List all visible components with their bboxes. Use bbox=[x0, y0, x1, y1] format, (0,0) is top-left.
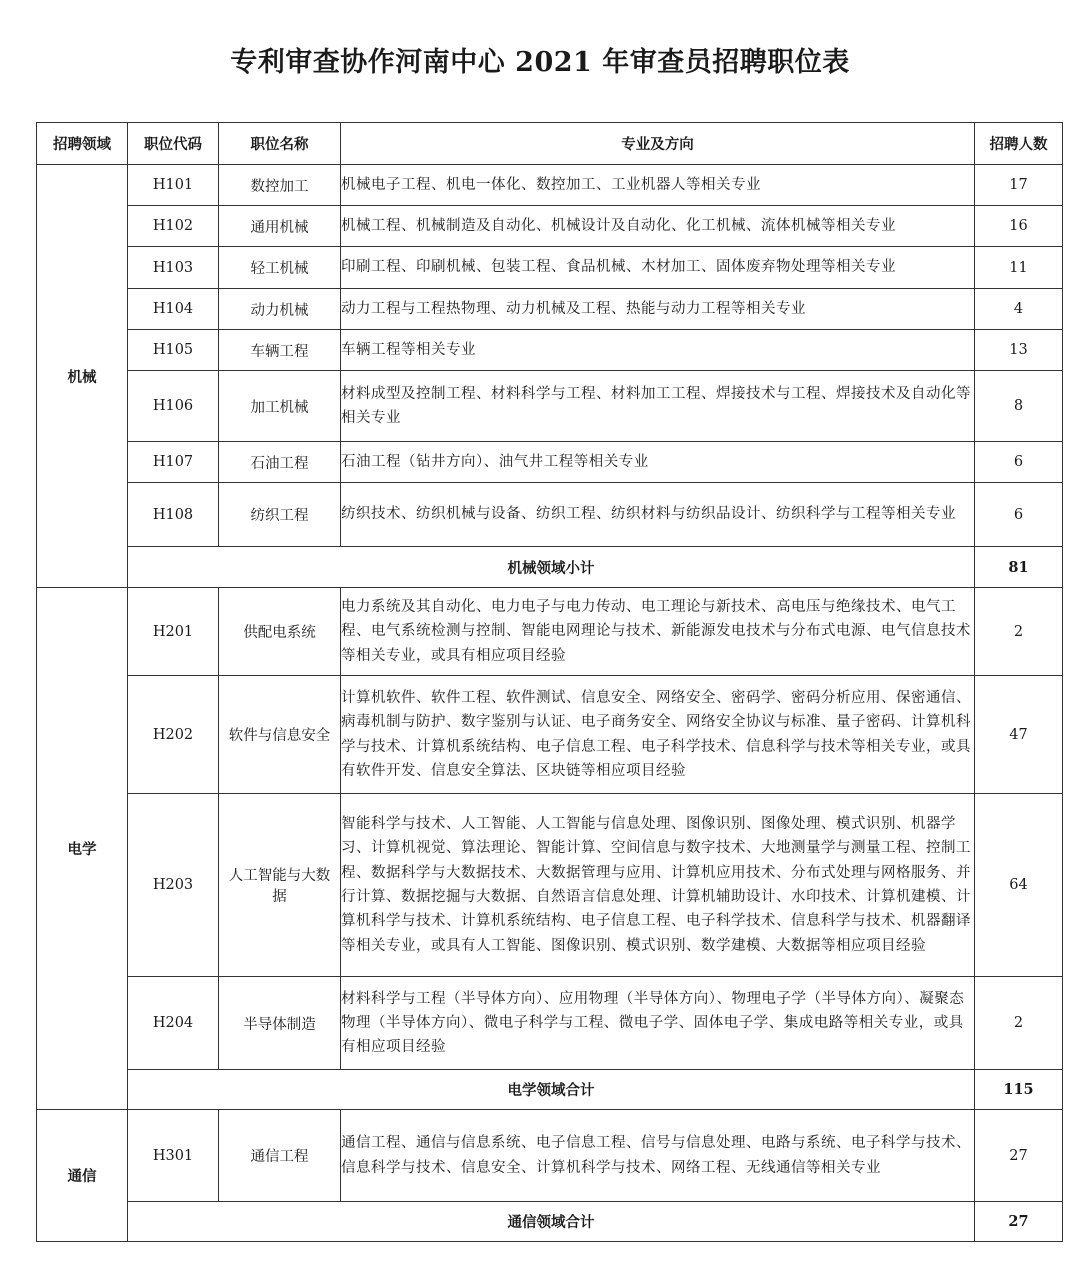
table-row bbox=[37, 794, 1063, 977]
position-count: 47 bbox=[975, 676, 1063, 794]
table-row bbox=[37, 247, 1063, 289]
table-row bbox=[37, 206, 1063, 247]
table-row bbox=[37, 676, 1063, 794]
position-name: 供配电系统 bbox=[219, 588, 341, 676]
position-count: 8 bbox=[975, 371, 1063, 442]
position-spec: 电力系统及其自动化、电力电子与电力传动、电工理论与新技术、高电压与绝缘技术、电气工程、电气系统检测与控制、智能电网理论与技术、新能源发电技术与分布式电源、电气信息技术等相关专业，或具有相应项目经验 bbox=[341, 588, 975, 676]
subtotal-value: 81 bbox=[975, 547, 1063, 588]
position-code: H104 bbox=[128, 289, 219, 330]
position-code: H202 bbox=[128, 676, 219, 794]
position-code: H201 bbox=[128, 588, 219, 676]
position-spec: 机械电子工程、机电一体化、数控加工、工业机器人等相关专业 bbox=[341, 165, 975, 206]
table-row bbox=[37, 483, 1063, 547]
position-spec: 纺织技术、纺织机械与设备、纺织工程、纺织材料与纺织品设计、纺织科学与工程等相关专业 bbox=[341, 483, 975, 547]
position-code: H105 bbox=[128, 330, 219, 371]
position-count: 13 bbox=[975, 330, 1063, 371]
position-count: 64 bbox=[975, 794, 1063, 977]
position-count: 6 bbox=[975, 442, 1063, 483]
position-code: H107 bbox=[128, 442, 219, 483]
header-spec: 专业及方向 bbox=[341, 123, 975, 165]
subtotal-label: 通信领域合计 bbox=[128, 1202, 975, 1242]
domain-cell: 机械 bbox=[37, 165, 128, 588]
table-row bbox=[37, 977, 1063, 1070]
subtotal-row bbox=[37, 1202, 1063, 1242]
header-code: 职位代码 bbox=[128, 123, 219, 165]
position-name: 动力机械 bbox=[219, 289, 341, 330]
position-name: 加工机械 bbox=[219, 371, 341, 442]
table-row bbox=[37, 442, 1063, 483]
position-code: H108 bbox=[128, 483, 219, 547]
table-row bbox=[37, 330, 1063, 371]
position-spec: 机械工程、机械制造及自动化、机械设计及自动化、化工机械、流体机械等相关专业 bbox=[341, 206, 975, 247]
position-name: 软件与信息安全 bbox=[219, 676, 341, 794]
job-table bbox=[36, 122, 1063, 1242]
header-name: 职位名称 bbox=[219, 123, 341, 165]
subtotal-row bbox=[37, 1070, 1063, 1110]
position-name: 通用机械 bbox=[219, 206, 341, 247]
position-count: 6 bbox=[975, 483, 1063, 547]
position-code: H203 bbox=[128, 794, 219, 977]
header-domain: 招聘领域 bbox=[37, 123, 128, 165]
position-spec: 材料科学与工程（半导体方向）、应用物理（半导体方向）、物理电子学（半导体方向）、凝聚态物理（半导体方向）、微电子科学与工程、微电子学、固体电子学、集成电路等相关专业，或具有相应项目经验 bbox=[341, 977, 975, 1070]
table-row bbox=[37, 289, 1063, 330]
domain-cell: 电学 bbox=[37, 588, 128, 1110]
position-code: H102 bbox=[128, 206, 219, 247]
position-spec: 通信工程、通信与信息系统、电子信息工程、信号与信息处理、电路与系统、电子科学与技术、信息科学与技术、信息安全、计算机科学与技术、网络工程、无线通信等相关专业 bbox=[341, 1110, 975, 1202]
position-count: 27 bbox=[975, 1110, 1063, 1202]
position-spec: 计算机软件、软件工程、软件测试、信息安全、网络安全、密码学、密码分析应用、保密通信、病毒机制与防护、数字鉴别与认证、电子商务安全、网络安全协议与标准、量子密码、计算机科学与技术、计算机系统结构、电子信息工程、电子科学技术、信息科学与技术等相关专业，或具有软件开发、信息安全算法、区块链等相应项目经验 bbox=[341, 676, 975, 794]
position-spec: 印刷工程、印刷机械、包装工程、食品机械、木材加工、固体废弃物处理等相关专业 bbox=[341, 247, 975, 289]
table-row bbox=[37, 371, 1063, 442]
position-count: 4 bbox=[975, 289, 1063, 330]
position-name: 纺织工程 bbox=[219, 483, 341, 547]
position-code: H106 bbox=[128, 371, 219, 442]
position-name: 车辆工程 bbox=[219, 330, 341, 371]
position-spec: 石油工程（钻井方向）、油气井工程等相关专业 bbox=[341, 442, 975, 483]
position-code: H204 bbox=[128, 977, 219, 1070]
position-code: H101 bbox=[128, 165, 219, 206]
page-title: 专利审查协作河南中心 2021 年审查员招聘职位表 bbox=[230, 47, 850, 78]
position-code: H301 bbox=[128, 1110, 219, 1202]
table-row bbox=[37, 1110, 1063, 1202]
header-count: 招聘人数 bbox=[975, 123, 1063, 165]
position-count: 11 bbox=[975, 247, 1063, 289]
subtotal-value: 115 bbox=[975, 1070, 1063, 1110]
position-spec: 动力工程与工程热物理、动力机械及工程、热能与动力工程等相关专业 bbox=[341, 289, 975, 330]
position-count: 16 bbox=[975, 206, 1063, 247]
position-name: 半导体制造 bbox=[219, 977, 341, 1070]
table-row bbox=[37, 165, 1063, 206]
position-name: 轻工机械 bbox=[219, 247, 341, 289]
subtotal-label: 机械领域小计 bbox=[128, 547, 975, 588]
position-name: 通信工程 bbox=[219, 1110, 341, 1202]
position-count: 2 bbox=[975, 588, 1063, 676]
subtotal-value: 27 bbox=[975, 1202, 1063, 1242]
position-count: 17 bbox=[975, 165, 1063, 206]
subtotal-row bbox=[37, 547, 1063, 588]
position-spec: 智能科学与技术、人工智能、人工智能与信息处理、图像识别、图像处理、模式识别、机器学习、计算机视觉、算法理论、智能计算、空间信息与数字技术、大地测量学与测量工程、控制工程、数据科学与大数据技术、大数据管理与应用、计算机应用技术、分布式处理与网格服务、并行计算、数据挖掘与大数据、自然语言信息处理、计算机辅助设计、水印技术、计算机建模、计算机科学与技术、计算机系统结构、电子信息工程、电子科学技术、信息科学与技术、机器翻译等相关专业，或具有人工智能、图像识别、模式识别、数学建模、大数据等相应项目经验 bbox=[341, 794, 975, 977]
table-row bbox=[37, 588, 1063, 676]
position-code: H103 bbox=[128, 247, 219, 289]
position-count: 2 bbox=[975, 977, 1063, 1070]
position-name: 人工智能与大数据 bbox=[219, 794, 341, 977]
position-name: 数控加工 bbox=[219, 165, 341, 206]
table-header-row bbox=[37, 123, 1063, 165]
position-spec: 车辆工程等相关专业 bbox=[341, 330, 975, 371]
subtotal-label: 电学领域合计 bbox=[128, 1070, 975, 1110]
position-spec: 材料成型及控制工程、材料科学与工程、材料加工工程、焊接技术与工程、焊接技术及自动化等相关专业 bbox=[341, 371, 975, 442]
position-name: 石油工程 bbox=[219, 442, 341, 483]
domain-cell: 通信 bbox=[37, 1110, 128, 1242]
